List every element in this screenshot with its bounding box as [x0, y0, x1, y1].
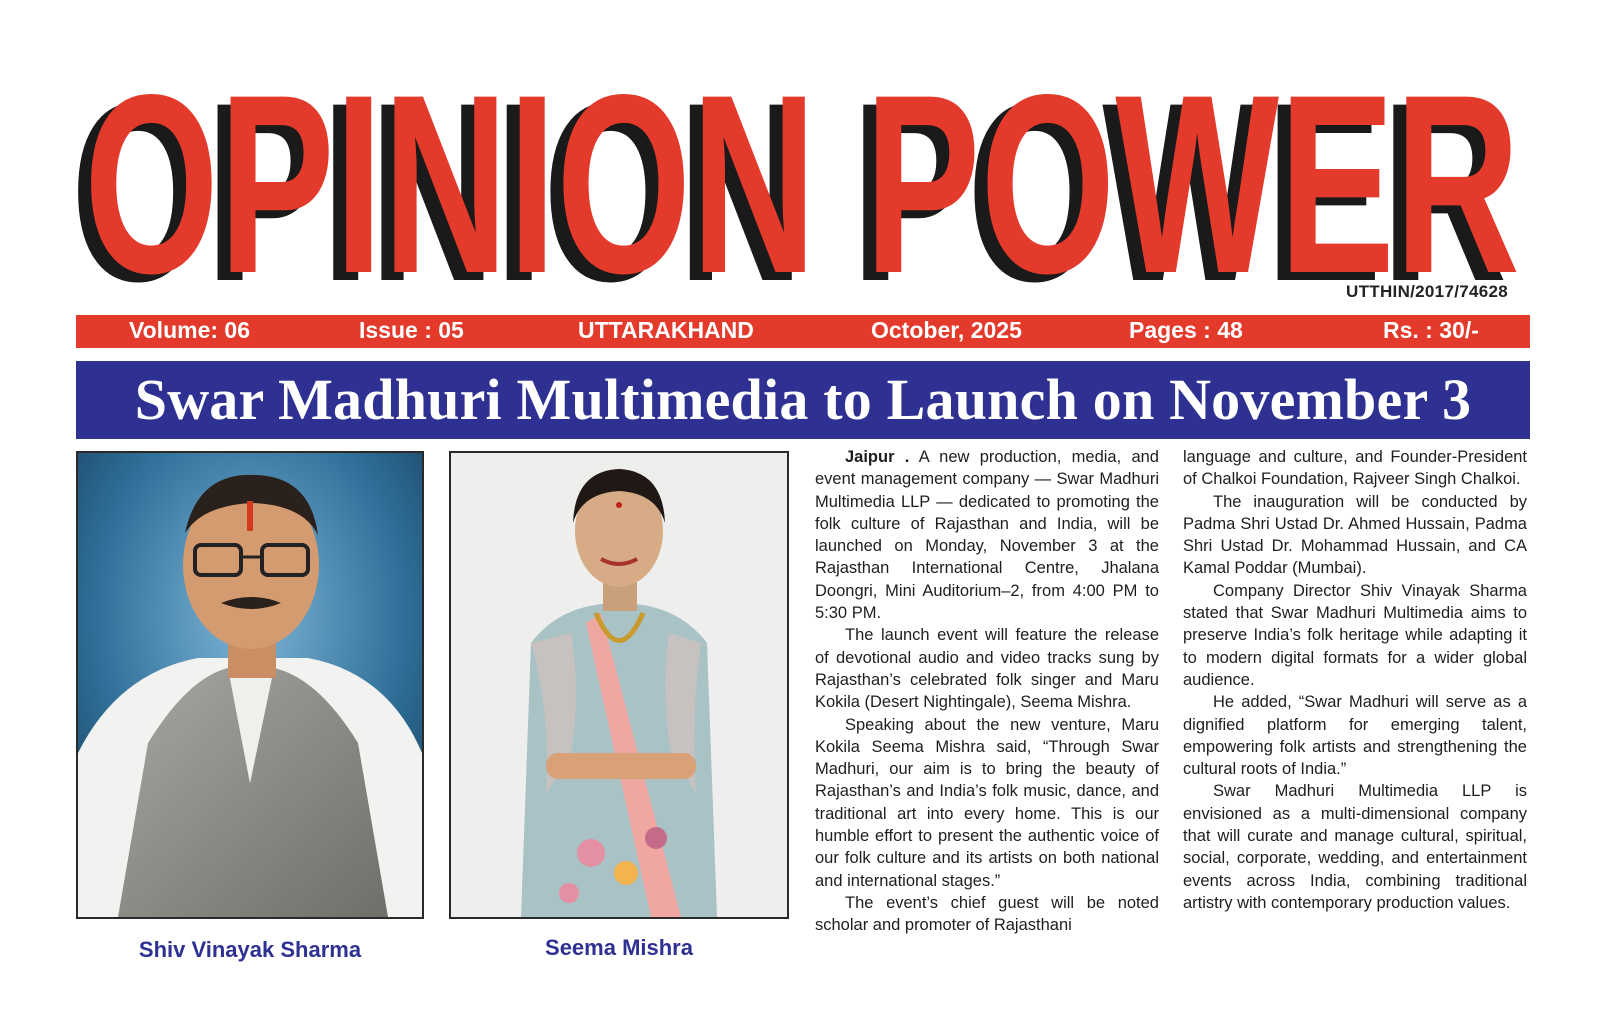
woman-portrait-photo: [449, 451, 789, 919]
issue-label: Issue : 05: [359, 317, 464, 343]
masthead-title-shadow: OPINION POWER: [71, 50, 1507, 298]
article-column-2: [1183, 446, 1527, 914]
date-label: October, 2025: [871, 317, 1022, 343]
photo-caption-1: Shiv Vinayak Sharma: [138, 937, 362, 962]
article-paragraph: [815, 446, 1159, 624]
pages-label: Pages : 48: [1129, 317, 1243, 343]
article-continuation: language and culture, and Founder-President of Chalkoi Foundation, Rajveer Singh Chalkoi.: [1183, 448, 1527, 489]
article-paragraph: The event’s chief guest will be noted scholar and promoter of Rajasthani: [815, 893, 1159, 935]
man-portrait-photo: [76, 451, 424, 919]
article-column-1: [815, 446, 1159, 937]
registration-number: UTTHIN/2017/74628: [1346, 282, 1508, 301]
masthead-logo: [60, 48, 1530, 298]
issue-info-bar: [76, 315, 1530, 348]
article-paragraph: The inauguration will be conducted by Padma Shri Ustad Dr. Ahmed Hussain, Padma Shri Ustad Dr. Mohammad Hussain, and CA Kamal Poddar (Mumbai).: [1183, 492, 1527, 578]
photo-caption-2: Seema Mishra: [545, 935, 693, 960]
article-paragraph: Swar Madhuri Multimedia LLP is envisioned as a multi-dimensional company that will curate and manage cultural, spiritual, social, corporate, wedding, and entertainment events across India, combining traditional artistry with contemporary production values.: [1183, 782, 1527, 912]
volume-label: Volume: 06: [129, 317, 250, 343]
article-paragraph: Company Director Shiv Vinayak Sharma stated that Swar Madhuri Multimedia aims to preserve India’s folk heritage while adapting it to modern digital formats for a wider global audience.: [1183, 581, 1527, 689]
article-paragraph: He added, “Swar Madhuri will serve as a dignified platform for emerging talent, empowering folk artists and strengthening the cultural roots of India.”: [1183, 693, 1527, 779]
article-paragraph-text: A new production, media, and event management company — Swar Madhuri Multimedia LLP — dedicated to promoting the folk culture of Rajasthan and India, will be launched on Monday, November 3 at the Rajasthan International Centre, Jhalana Doongri, Mini Auditorium–2, from 4:00 PM to 5:30 PM.: [815, 448, 1159, 623]
masthead-title: [60, 48, 1530, 298]
article-paragraph: The launch event will feature the release of devotional audio and video tracks sung by Rajasthan’s celebrated folk singer and Maru Kokila (Desert Nightingale), Seema Mishra.: [815, 626, 1159, 712]
masthead-title-text: OPINION POWER: [84, 48, 1520, 298]
state-label: UTTARAKHAND: [578, 317, 754, 343]
article-paragraph: Speaking about the new venture, Maru Kokila Seema Mishra said, “Through Swar Madhuri, our aim is to bring the beauty of Rajasthan’s and India’s folk music, dance, and traditional art into every home. This is our humble effort to present the authentic voice of our folk culture and its artists on both national and international stages.”: [815, 715, 1159, 890]
article-dateline: Jaipur .: [845, 448, 910, 466]
headline: Swar Madhuri Multimedia to Launch on November 3: [76, 361, 1530, 439]
price-label: Rs. : 30/-: [1383, 317, 1479, 343]
